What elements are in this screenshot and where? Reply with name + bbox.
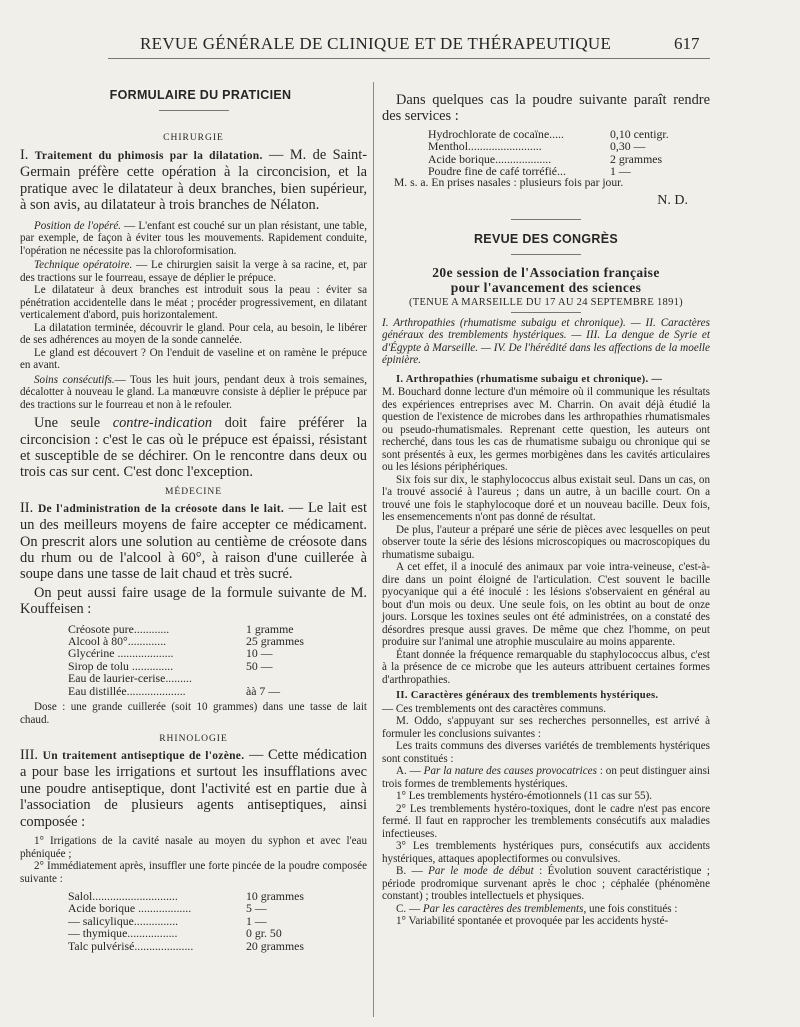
right-column — [382, 92, 710, 928]
paragraph-text: Le dilatateur à deux branches est introduit sous la peau : éviter sa pénétration accidentelle dans le méat ; procéder progressivement, en dilatant verticalement d'abord, puis horizontalement. — [20, 284, 367, 322]
paragraph-phimosis — [20, 147, 367, 214]
emphasis-text: Par la nature des causes provocatrices — [423, 765, 597, 778]
paragraph-soins — [20, 374, 367, 412]
paragraph-text: M. Oddo, s'appuyant sur ses recherches personnelles, est arrivé à formuler les conclusions suivantes : — [382, 715, 710, 740]
list-item: 1° Variabilité spontanée et provoquée par les accidents hysté- — [396, 915, 669, 928]
recipe-row — [68, 672, 304, 684]
paragraph-item-b — [382, 865, 710, 903]
item-number: III. — [20, 747, 38, 764]
quantity: 5 — — [246, 901, 267, 916]
paragraph-text: A cet effet, il a inoculé des animaux par voie intra-veineuse, c'est-à-dire dans un point éloigné de l'articulation. C'est souvent le bacille pyocyanique qui a été inoculé : les lésions s'observaient en général au bout d'un mois ou deux. Une seule fois, on les obtint au bout de onze jours. Lorsque les toxines seules ont été administrées, on a constaté des désordres presque aussi graves. De même que chez l'homme, on peut produire sur l'animal une atrophie musculaire au moins apparente. — [382, 561, 710, 649]
ingredient: Acide borique .................. — [68, 901, 192, 916]
quantity: 0,10 centigr. — [610, 126, 669, 141]
paragraph-text: 1° Irrigations de la cavité nasale au moyen du syphon et avec l'eau phéniquée ; — [20, 835, 367, 860]
article-arthropathies — [382, 373, 710, 387]
ingredient: — salicylique............... — [68, 913, 179, 928]
item-title: I. Arthropathies (rhumatisme subaigu et chronique). — — [396, 373, 663, 385]
paragraph-text: , une fois constitués : — [583, 902, 678, 915]
list-item: 3° Les tremblements hystériques purs, consécutifs aux accidents hystériques, attaques apoplectiformes ou convulsives. — [382, 840, 710, 865]
recipe-row — [68, 647, 304, 659]
quantity: 1 — — [246, 913, 267, 928]
quantity: àà 7 — — [246, 683, 281, 698]
quantity: 10 — — [246, 646, 273, 661]
subsection-medecine: MÉDECINE — [164, 486, 223, 497]
paragraph-text: De plus, l'auteur a préparé une série de pièces avec lesquelles on peut observer toute la série des lésions microscopiques ou macroscopiques du rhumatisme subaigu. — [382, 523, 710, 561]
list-marker: C. — — [396, 902, 423, 915]
running-header — [0, 32, 800, 56]
recipe-row — [68, 685, 304, 697]
page-number: 617 — [674, 34, 700, 53]
association-title-line2: pour l'avancement des sciences — [450, 279, 642, 295]
recipe-row — [68, 902, 304, 914]
ingredient: Eau de laurier-cerise......... — [68, 671, 192, 686]
paragraph-text: : on peut distinguer ainsi trois formes de tremblements hystériques. — [382, 765, 710, 790]
paragraph-text: Le gland est découvert ? On l'enduit de vaseline et on ramène le prépuce en avant. — [20, 346, 367, 372]
prescription-note: M. s. a. En prises nasales : plusieurs fois par jour. — [394, 176, 624, 190]
paragraph-text: Étant donnée la fréquence remarquable du staphylococcus albus, c'est à la présence de ce microbe que les auteurs attribuent certaines formes d'arthropathies. — [382, 648, 710, 686]
quantity: 0 gr. 50 — [246, 926, 282, 941]
ingredient: — thymique................. — [68, 926, 178, 941]
subhead-label: Technique opératoire. — [34, 259, 133, 272]
recipe-row — [428, 140, 669, 152]
subsection-rhinologie: RHINOLOGIE — [159, 734, 228, 745]
list-item: 2° Les tremblements hystéro-toxiques, dont le cadre n'est pas encore fermé. Il faut en rapprocher les tremblements consécutifs aux maladies infectieuses. — [382, 802, 710, 840]
item-text: — M. de Saint-Germain préfère cette opération à la circoncision, et la pratique avec le dilatateur à deux branches, bien supérieur, à son avis, au dilatateur à trois branches de Nélaton. — [20, 147, 367, 214]
paragraph-text: — Le chirurgien saisit la verge à sa racine, et, par des tractions sur le fourreau, essaye de déplier le prépuce. — [20, 259, 367, 284]
quantity: 50 — — [246, 658, 273, 673]
header-rule — [108, 58, 710, 59]
paragraph-ozene — [20, 747, 367, 830]
separator-rule — [159, 110, 229, 111]
item-text: — Le lait est un des meilleurs moyens de faire accepter ce médicament. On prescrit alors une solution au centième de créosote dans du rhum ou de l'alcool à 60°, à raison d'une cuillerée à soupe dans une tasse de lait chaud et très sucré. — [20, 499, 367, 583]
journal-title: REVUE GÉNÉRALE DE CLINIQUE ET DE THÉRAPEUTIQUE — [140, 34, 612, 53]
paragraph-powder-intro: Dans quelques cas la poudre suivante paraît rendre des services : — [382, 92, 710, 125]
quantity: 25 grammes — [246, 634, 304, 648]
emphasis-text: contre-indication — [112, 415, 213, 432]
subhead-label: Position de l'opéré. — [34, 219, 122, 232]
article-tremblements — [382, 689, 710, 703]
item-text: — Cette médication a pour base les irrigations et surtout les insufflations avec une poudre antiseptique, dont l'activité est en partie due à l'association de plusieurs agents antiseptiques, ainsi composée : — [20, 747, 367, 830]
separator-rule — [511, 219, 581, 220]
paragraph-text: — Ces tremblements ont des caractères communs. — [382, 702, 606, 715]
paragraph-dose: Dose : une grande cuillerée (soit 10 grammes) dans une tasse de lait chaud. — [20, 701, 367, 726]
section-title-formulaire: FORMULAIRE DU PRATICIEN — [109, 88, 292, 102]
quantity: 2 grammes — [610, 151, 663, 166]
quantity: 10 grammes — [246, 889, 304, 904]
list-item: 1° Les tremblements hystéro-émotionnels (11 cas sur 55). — [396, 790, 653, 803]
left-column — [20, 88, 367, 952]
subhead-label: Soins consécutifs. — [34, 373, 115, 386]
item-title: Un traitement antiseptique de l'ozène. — [42, 750, 245, 763]
recipe-row — [68, 940, 304, 952]
paragraph-position — [20, 220, 367, 258]
subsection-chirurgie: CHIRURGIE — [163, 133, 224, 143]
ingredient: Alcool à 80°............. — [68, 634, 167, 648]
paragraph-text: : Évolution souvent caractéristique ; période prodromique survenant après le choc ; céphalée (phénomène constant) ; troubles intellectuels et physiques. — [382, 865, 710, 903]
column-divider — [373, 82, 374, 1017]
list-marker: A. — — [396, 765, 424, 778]
quantity — [246, 672, 304, 684]
quantity: 1 gramme — [246, 621, 294, 636]
recipe-table-ozene — [68, 890, 304, 952]
paragraph-item-a — [382, 765, 710, 790]
ingredient: Glycérine ................... — [68, 646, 174, 661]
quantity: 0,30 — — [610, 139, 646, 154]
congress-summary: I. Arthropathies (rhumatisme subaigu et chronique). — II. Caractères généraux des tremblements hystériques. — III. La dengue de Syrie et d'Égypte à Marseille. — IV. De l'hérédité dans les affections de la moelle épinière. — [382, 316, 710, 367]
paragraph-creosote — [20, 500, 367, 583]
recipe-table-cocaine — [428, 128, 669, 178]
ingredient: Hydrochlorate de cocaïne..... — [428, 126, 564, 141]
paragraph-text: doit faire préférer la circoncision : c'est le cas où le prépuce est épaissi, résistant et susceptible de se déchirer. On le rencontre dans deux ou trois cas sur cent. C'est donc l'exception. — [20, 415, 367, 481]
quantity: 20 grammes — [246, 938, 304, 953]
separator-rule — [511, 254, 581, 255]
list-marker: B. — — [396, 865, 429, 878]
separator-rule — [511, 312, 581, 313]
author-signature: N. D. — [657, 192, 688, 208]
paragraph-contre-indication — [20, 415, 367, 481]
ingredient: Créosote pure............ — [68, 621, 170, 636]
paragraph-technique — [20, 259, 367, 284]
quantity: 1 — — [610, 164, 631, 179]
ingredient: Salol............................. — [68, 889, 178, 904]
ingredient: Poudre fine de café torréfié... — [428, 164, 566, 179]
recipe-table-creosote — [68, 623, 304, 697]
paragraph-item-c — [382, 903, 710, 916]
association-title-line1: 20e session de l'Association française — [432, 264, 660, 280]
emphasis-text: Par le mode de début — [428, 865, 534, 878]
item-title: Traitement du phimosis par la dilatation. — [34, 150, 263, 162]
ingredient: Acide borique................... — [428, 151, 552, 166]
paragraph-text: On peut aussi faire usage de la formule suivante de M. Kouffeisen : — [20, 584, 367, 618]
item-number: II. — [20, 499, 34, 516]
ingredient: Talc pulvérisé.................... — [68, 938, 194, 953]
emphasis-text: Par les caractères des tremblements — [422, 902, 584, 915]
ingredient: Menthol......................... — [428, 139, 542, 154]
ingredient: Sirop de tolu .............. — [68, 658, 174, 673]
item-number: I. — [20, 147, 29, 163]
paragraph-text: M. Bouchard donne lecture d'un mémoire où il communique les résultats des expériences entreprises avec M. Charrin. On avait déjà étudié la question de l'existence de microbes dans les arthropathies rhumatismales ou pseudo-rhumatismales. Reprenant cette question, les auteurs ont recherché, dans tous les cas de rhumatisme subaigu ou chronique qui se sont présentés à eux, les germes morbigènes dans les cavités articulaires ou les lésions périphériques. — [382, 386, 710, 474]
paragraph-text: Une seule — [34, 415, 113, 432]
item-title: De l'administration de la créosote dans le lait. — [37, 502, 285, 515]
paragraph-text: Les traits communs des diverses variétés de tremblements hystériques sont constitués : — [382, 740, 710, 765]
paragraph-text: 2° Immédiatement après, insuffler une forte pincée de la poudre composée suivante : — [20, 860, 367, 885]
session-dates: (TENUE A MARSEILLE DU 17 AU 24 SEPTEMBRE 1891) — [409, 296, 683, 308]
item-title: II. Caractères généraux des tremblements hystériques. — [396, 690, 659, 702]
paragraph-text: La dilatation terminée, découvrir le gland. Pour cela, au besoin, le libérer de ses adhérences au moyen de la sonde cannelée. — [20, 321, 367, 347]
paragraph-text: Six fois sur dix, le staphylococcus albus existait seul. Dans un cas, on l'a trouvé associé à l'aureus ; dans un autre, à un bacille court. On a trouvé une fois le staphylocoque doré et un nouveau bacille. Deux fois, les ensemencements n'ont pas donné de résultat. — [382, 473, 710, 524]
paragraph-text: — L'enfant est couché sur un plan résistant, une table, par exemple, de façon à éviter tous les mouvements. Rapidement conduite, l'opération ne nécessite pas la chloroformisation. — [20, 219, 367, 257]
ingredient: Eau distillée.................... — [68, 683, 186, 698]
paragraph-text: — Tous les huit jours, pendant deux à trois semaines, décalotter à nouveau le gland. La manœuvre consiste à déplier le prépuce par des tractions sur le fourreau et non à le refouler. — [20, 373, 367, 411]
recipe-row — [68, 927, 304, 939]
section-title-congres: REVUE DES CONGRÈS — [473, 231, 619, 246]
